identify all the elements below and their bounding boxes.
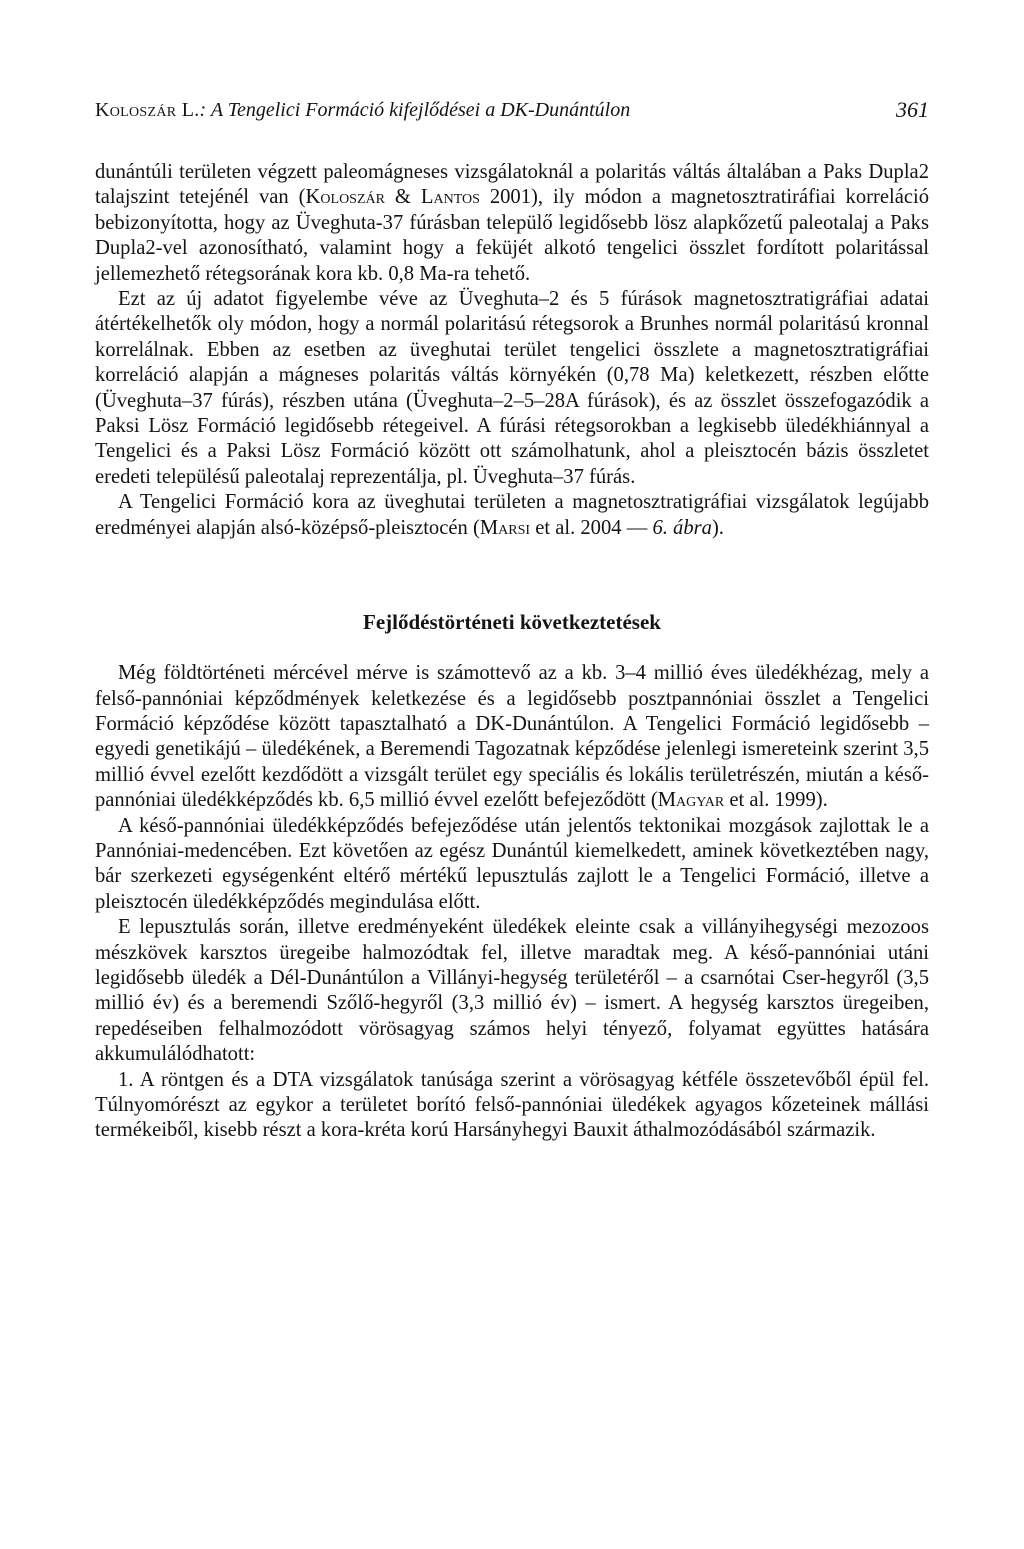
paragraph-1	[95, 160, 929, 287]
paragraph-3	[95, 490, 929, 541]
running-head	[95, 98, 929, 138]
citation-koloszar: Koloszár	[305, 186, 385, 209]
section-heading: Fejlődéstörténeti következtetések	[363, 610, 661, 635]
paragraph-6: E lepusztulás során, illetve eredményeként üledékek eleinte csak a villányihegységi mezozoos mészkövek karsztos üregeibe halmozódtak fel, illetve maradtak meg. A késő-pannóniai utáni legidősebb üledék a Dél-Dunántúlon a Villányi-hegység területéről – a csarnótai Cser-hegyről (3,5 millió év) és a beremendi Szőlő-hegyről (3,3 millió év) – ismert. A hegység karsztos üregeiben, repedéseiben felhalmozódott vörösagyag számos helyi tényező, folyamat együttes hatására akkumulálódhatott:	[95, 916, 929, 1066]
body-text	[95, 160, 929, 1144]
citation-magyar: Magyar	[657, 789, 725, 812]
paragraph-4-text-b: et al. 1999).	[724, 789, 828, 812]
paragraph-3-text-c: ).	[711, 516, 724, 539]
paragraph-2: Ezt az új adatot figyelembe véve az Üveghuta–2 és 5 fúrások magnetosztratigráfiai adatai átértékelhetők oly módon, hogy a normál polaritású rétegsorok a Brunhes normál polaritású kronnal korrelálnak. Ebben az esetben az üveghutai terület tengelici összlete a magnetosztratigráfiai korreláció alapján a mágneses polaritás váltás környékén (0,78 Ma) keletkezett, részben előtte (Üveghuta–37 fúrás), részben utána (Üveghuta–2–5–28A fúrások), és az összlet összefogazódik a Paksi Lösz Formáció legidősebb rétegeivel. A fúrási rétegsorokban a legkisebb üledékhiánnyal a Tengelici és a Paksi Lösz Formáció között ott számolhatunk, ahol a pleisztocén bázis összletet eredeti településű paleotalaj reprezentálja, pl. Üveghuta–37 fúrás.	[95, 288, 929, 488]
paragraph-1-text-b: &	[384, 186, 421, 209]
header-author: Koloszár L.	[95, 99, 200, 121]
paragraph-4-text-a: Még földtörténeti mércével mérve is számottevő az a kb. 3–4 millió éves üledékhézag, mely a felső-pannóniai képződmények keletkezése és a legidősebb posztpannóniai összlet a Tengelici Formáció képződése között tapasztalható a DK-Dunántúlon. A Tengelici Formáció legidősebb – egyedi genetikájú – üledékének, a Beremendi Tagozatnak képződése jelenlegi ismereteink szerint 3,5 millió évvel ezelőtt kezdődött a vizsgált terület egy speciális és lokális területrészén, miután a késő-pannóniai üledékképződés kb. 6,5 millió évvel ezelőtt befejeződött (	[95, 662, 929, 812]
paragraph-1-text-c: 2001), ily módon a magnetosztratiráfiai korreláció bebizonyította, hogy az Üveghuta-37 fúrásban települő legidősebb lösz alapkőzetű paleotalaj a Paks Dupla2-vel azonosítható, valamint hogy a feküjét alkotó tengelici összlet fordított polaritással jellemezhető rétegsorának kora kb. 0,8 Ma-ra tehető.	[95, 186, 930, 285]
paragraph-3-text-b: et al. 2004 —	[530, 516, 653, 539]
paragraph-1-text-a: dunántúli területen végzett paleomágneses vizsgálatoknál a polaritás váltás általában a Paks Dupla2 talajszint tetejénél van (	[95, 161, 929, 209]
paragraph-3-text-a: A Tengelici Formáció kora az üveghutai területen a magnetosztratigráfiai vizsgálatok legújabb eredményei alapján alsó-középső-pleisztocén (	[95, 491, 929, 539]
paragraph-7: 1. A röntgen és a DTA vizsgálatok tanúsága szerint a vörösagyag kétféle összetevőből épül fel. Túlnyomórészt az egykor a területet borító felső-pannóniai üledékek agyagos kőzeteinek mállási termékeiből, kisebb részt a kora-kréta korú Harsányhegyi Bauxit áthalmozódásából származik.	[95, 1068, 929, 1142]
page-number: 361	[896, 97, 929, 122]
page	[95, 98, 929, 1144]
header-title: A Tengelici Formáció kifejlődései a DK-Dunántúlon	[210, 99, 631, 121]
citation-marsi: Marsi	[479, 516, 531, 539]
paragraph-5: A késő-pannóniai üledékképződés befejeződése után jelentős tektonikai mozgások zajlottak le a Pannóniai-medencében. Ezt követően az egész Dunántúl kiemelkedett, aminek következtében nagy, bár szerkezeti egységenként eltérő mértékű lepusztulás zajlott le a Tengelici Formáció, illetve a pleisztocén üledékképződés megindulása előtt.	[95, 814, 929, 913]
header-separator: :	[199, 99, 211, 121]
citation-lantos: Lantos	[420, 186, 480, 209]
figure-reference: 6. ábra	[652, 516, 712, 539]
paragraph-4	[95, 661, 929, 813]
